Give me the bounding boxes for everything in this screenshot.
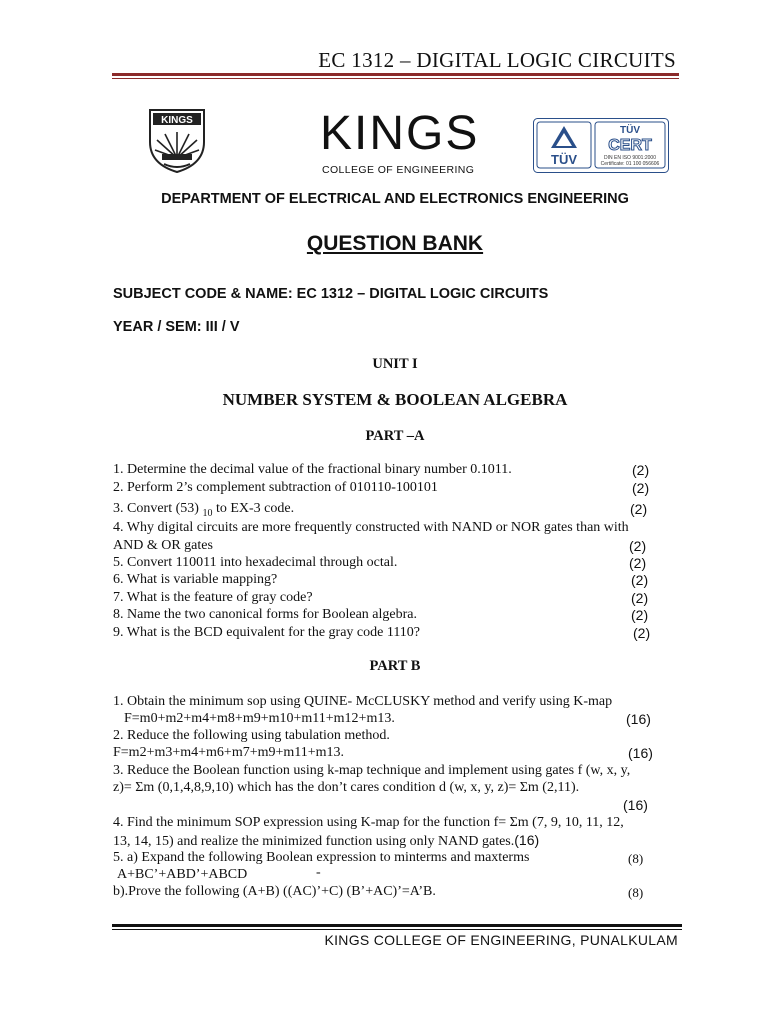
footer-rule xyxy=(112,924,682,927)
tuv-cert-line1: DIN EN ISO 9001:2000 xyxy=(604,155,656,161)
year-sem-line: YEAR / SEM: III / V xyxy=(113,319,240,335)
part-b-question-3: 3. Reduce the Boolean function using k-map technique and implement using gates f (w, x, y, xyxy=(113,763,631,778)
part-a-question-4: 4. Why digital circuits are more frequently constructed with NAND or NOR gates than with xyxy=(113,520,629,535)
kings-crest-logo xyxy=(148,108,206,174)
unit-title: NUMBER SYSTEM & BOOLEAN ALGEBRA xyxy=(222,390,568,409)
tuv-cert-line2: Certificate: 01 100 056606 xyxy=(600,161,660,167)
department-name: DEPARTMENT OF ELECTRICAL AND ELECTRONICS ENGINEERING xyxy=(161,191,629,207)
tuv-text: TÜV xyxy=(551,152,577,167)
part-b-question-3-cont: z)= Σm (0,1,4,8,9,10) which has the don’t cares condition d (w, x, y, z)= Σm (2,11). xyxy=(113,780,580,795)
part-a-question-3: 3. Convert (53) $_{10}$ to EX-3 code. xyxy=(113,501,295,519)
header-title: EC 1312 – DIGITAL LOGIC CIRCUITS xyxy=(318,48,676,72)
tuv-cert-word: CERT xyxy=(608,137,652,154)
part-b-question-2-expr: F=m2+m3+m4+m6+m7+m9+m11+m13. xyxy=(113,745,345,760)
part-a-question-9: 9. What is the BCD equivalent for the gray code 1110? xyxy=(113,625,421,640)
part-a-marks-6: (2) xyxy=(631,572,649,588)
part-b-marks-5a: (8) xyxy=(628,851,644,866)
part-a-marks-4: (2) xyxy=(629,538,647,554)
part-b-marks-4: (16) xyxy=(514,832,540,848)
part-a-question-2: 2. Perform 2’s complement subtraction of 010110-100101 xyxy=(113,480,438,495)
part-b-marks-5b: (8) xyxy=(628,885,644,900)
part-a-question-5: 5. Convert 110011 into hexadecimal through octal. xyxy=(113,555,398,570)
footer-text: KINGS COLLEGE OF ENGINEERING, PUNALKULAM xyxy=(324,932,678,948)
part-b-question-4-cont: 13, 14, 15) and realize the minimized function using only NAND gates.(16) xyxy=(113,832,540,849)
part-b-heading: PART B xyxy=(369,658,421,674)
part-b-marks-2: (16) xyxy=(628,745,653,761)
part-a-question-6: 6. What is variable mapping? xyxy=(113,572,278,587)
part-b-question-5a-dash: - xyxy=(316,865,321,880)
part-a-heading: PART –A xyxy=(365,428,425,444)
part-b-question-1: 1. Obtain the minimum sop using QUINE- McCLUSKY method and verify using K-map xyxy=(113,694,613,709)
part-b-question-5b: b).Prove the following (A+B) ((AC)’+C) (B’+AC)’=A’B. xyxy=(113,884,436,899)
part-a-marks-9: (2) xyxy=(633,625,651,641)
tuv-certification-badge xyxy=(533,118,669,173)
college-subtitle: COLLEGE OF ENGINEERING xyxy=(322,164,475,176)
part-b-marks-1: (16) xyxy=(626,711,651,727)
part-b-marks-3: (16) xyxy=(623,797,648,813)
part-a-marks-7: (2) xyxy=(631,590,649,606)
part-a-marks-8: (2) xyxy=(631,607,649,623)
footer-rule-thin xyxy=(112,929,682,930)
part-b-question-5a-expr: A+BC’+ABD’+ABCD xyxy=(117,867,248,882)
subject-line: SUBJECT CODE & NAME: EC 1312 – DIGITAL LOGIC CIRCUITS xyxy=(113,286,549,302)
header-rule xyxy=(112,73,679,76)
part-a-marks-2: (2) xyxy=(632,480,650,496)
crest-text: KINGS xyxy=(161,115,193,126)
part-b-question-2: 2. Reduce the following using tabulation method. xyxy=(113,728,390,743)
tuv-cert-top: TÜV xyxy=(620,125,640,136)
header-rule-thin xyxy=(112,78,679,79)
part-a-question-4-cont: AND & OR gates xyxy=(113,538,213,553)
part-a-question-7: 7. What is the feature of gray code? xyxy=(113,590,313,605)
part-a-question-8: 8. Name the two canonical forms for Boolean algebra. xyxy=(113,607,418,622)
document-title: QUESTION BANK xyxy=(306,232,484,255)
part-a-marks-5: (2) xyxy=(629,555,647,571)
part-b-question-5a: 5. a) Expand the following Boolean expression to minterms and maxterms xyxy=(113,850,530,865)
part-b-question-4: 4. Find the minimum SOP expression using K-map for the function f= Σm (7, 9, 10, 11, 12, xyxy=(113,815,624,830)
part-b-question-1-expr: F=m0+m2+m4+m8+m9+m10+m11+m12+m13. xyxy=(124,711,395,726)
part-a-marks-1: (2) xyxy=(632,462,650,478)
unit-heading: UNIT I xyxy=(372,356,418,372)
part-a-marks-3: (2) xyxy=(630,501,648,517)
part-a-question-1: 1. Determine the decimal value of the fractional binary number 0.1011. xyxy=(113,462,512,477)
college-name-logo: KINGS xyxy=(320,107,480,160)
